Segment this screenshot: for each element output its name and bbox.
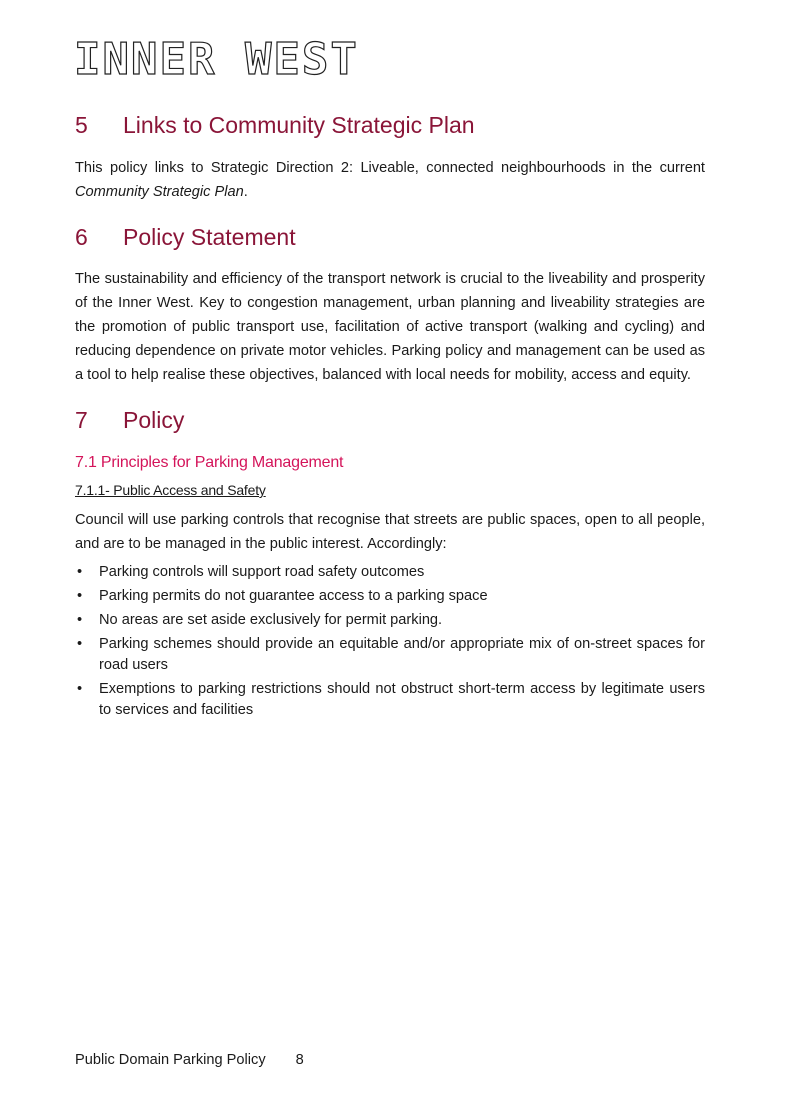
section-5-text: [75, 156, 705, 204]
bullet-icon: •: [77, 636, 83, 652]
list-item: [75, 586, 705, 607]
list-item-text: Parking schemes should provide an equitable and/or appropriate mix of on-street spaces for road users: [99, 636, 705, 673]
footer-title: Public Domain Parking Policy: [75, 1052, 266, 1068]
list-item-text: Parking controls will support road safety outcomes: [99, 564, 425, 580]
section-number: 6: [75, 224, 88, 250]
inner-west-logo: [74, 36, 374, 83]
list-item: [75, 610, 705, 631]
section-number: 7: [75, 407, 88, 433]
subsubsection-heading: 7.1.1- Public Access and Safety: [75, 482, 266, 498]
list-item-text: Parking permits do not guarantee access to a parking space: [99, 588, 488, 604]
bullet-icon: •: [77, 681, 83, 697]
section-7-heading: [75, 407, 705, 434]
section-title: Policy Statement: [123, 224, 296, 250]
bullet-icon: •: [77, 564, 83, 580]
section-number: 5: [75, 112, 88, 138]
list-item-text: No areas are set aside exclusively for permit parking.: [99, 612, 443, 628]
list-item: [75, 562, 705, 583]
list-item: [75, 679, 705, 721]
list-item-text: Exemptions to parking restrictions should not obstruct short-term access by legitimate users to services and facilities: [99, 681, 705, 718]
text: This policy links to Strategic Direction 2: Liveable, connected neighbourhoods in the current: [75, 160, 705, 176]
plan-name: Community Strategic Plan: [75, 184, 244, 200]
section-title: Policy: [123, 407, 185, 433]
principles-list: [75, 562, 705, 721]
subsection-heading: 7.1 Principles for Parking Management: [75, 454, 344, 471]
section-6-text: The sustainability and efficiency of the transport network is crucial to the liveability and prosperity of the Inner West. Key to congestion management, urban planning and liveability strategies are the promotion of public transport use, facilitation of active transport (walking and cycling) and reducing dependence on private motor vehicles. Parking policy and management can be used as a tool to help realise these objectives, balanced with local needs for mobility, access and equity.: [75, 271, 705, 383]
bullet-icon: •: [77, 612, 83, 628]
text: .: [243, 184, 248, 200]
page-number: 8: [295, 1052, 304, 1068]
section-5-heading: [75, 112, 705, 139]
page-content: [75, 112, 705, 724]
section-7-intro: Council will use parking controls that recognise that streets are public spaces, open to all people, and are to be managed in the public interest. Accordingly:: [75, 512, 705, 552]
bullet-icon: •: [77, 588, 83, 604]
section-title: Links to Community Strategic Plan: [123, 112, 475, 138]
svg-text:INNER WEST: INNER WEST: [74, 36, 359, 78]
list-item: [75, 634, 705, 676]
section-6-heading: [75, 224, 705, 251]
page-footer: [75, 1052, 304, 1068]
